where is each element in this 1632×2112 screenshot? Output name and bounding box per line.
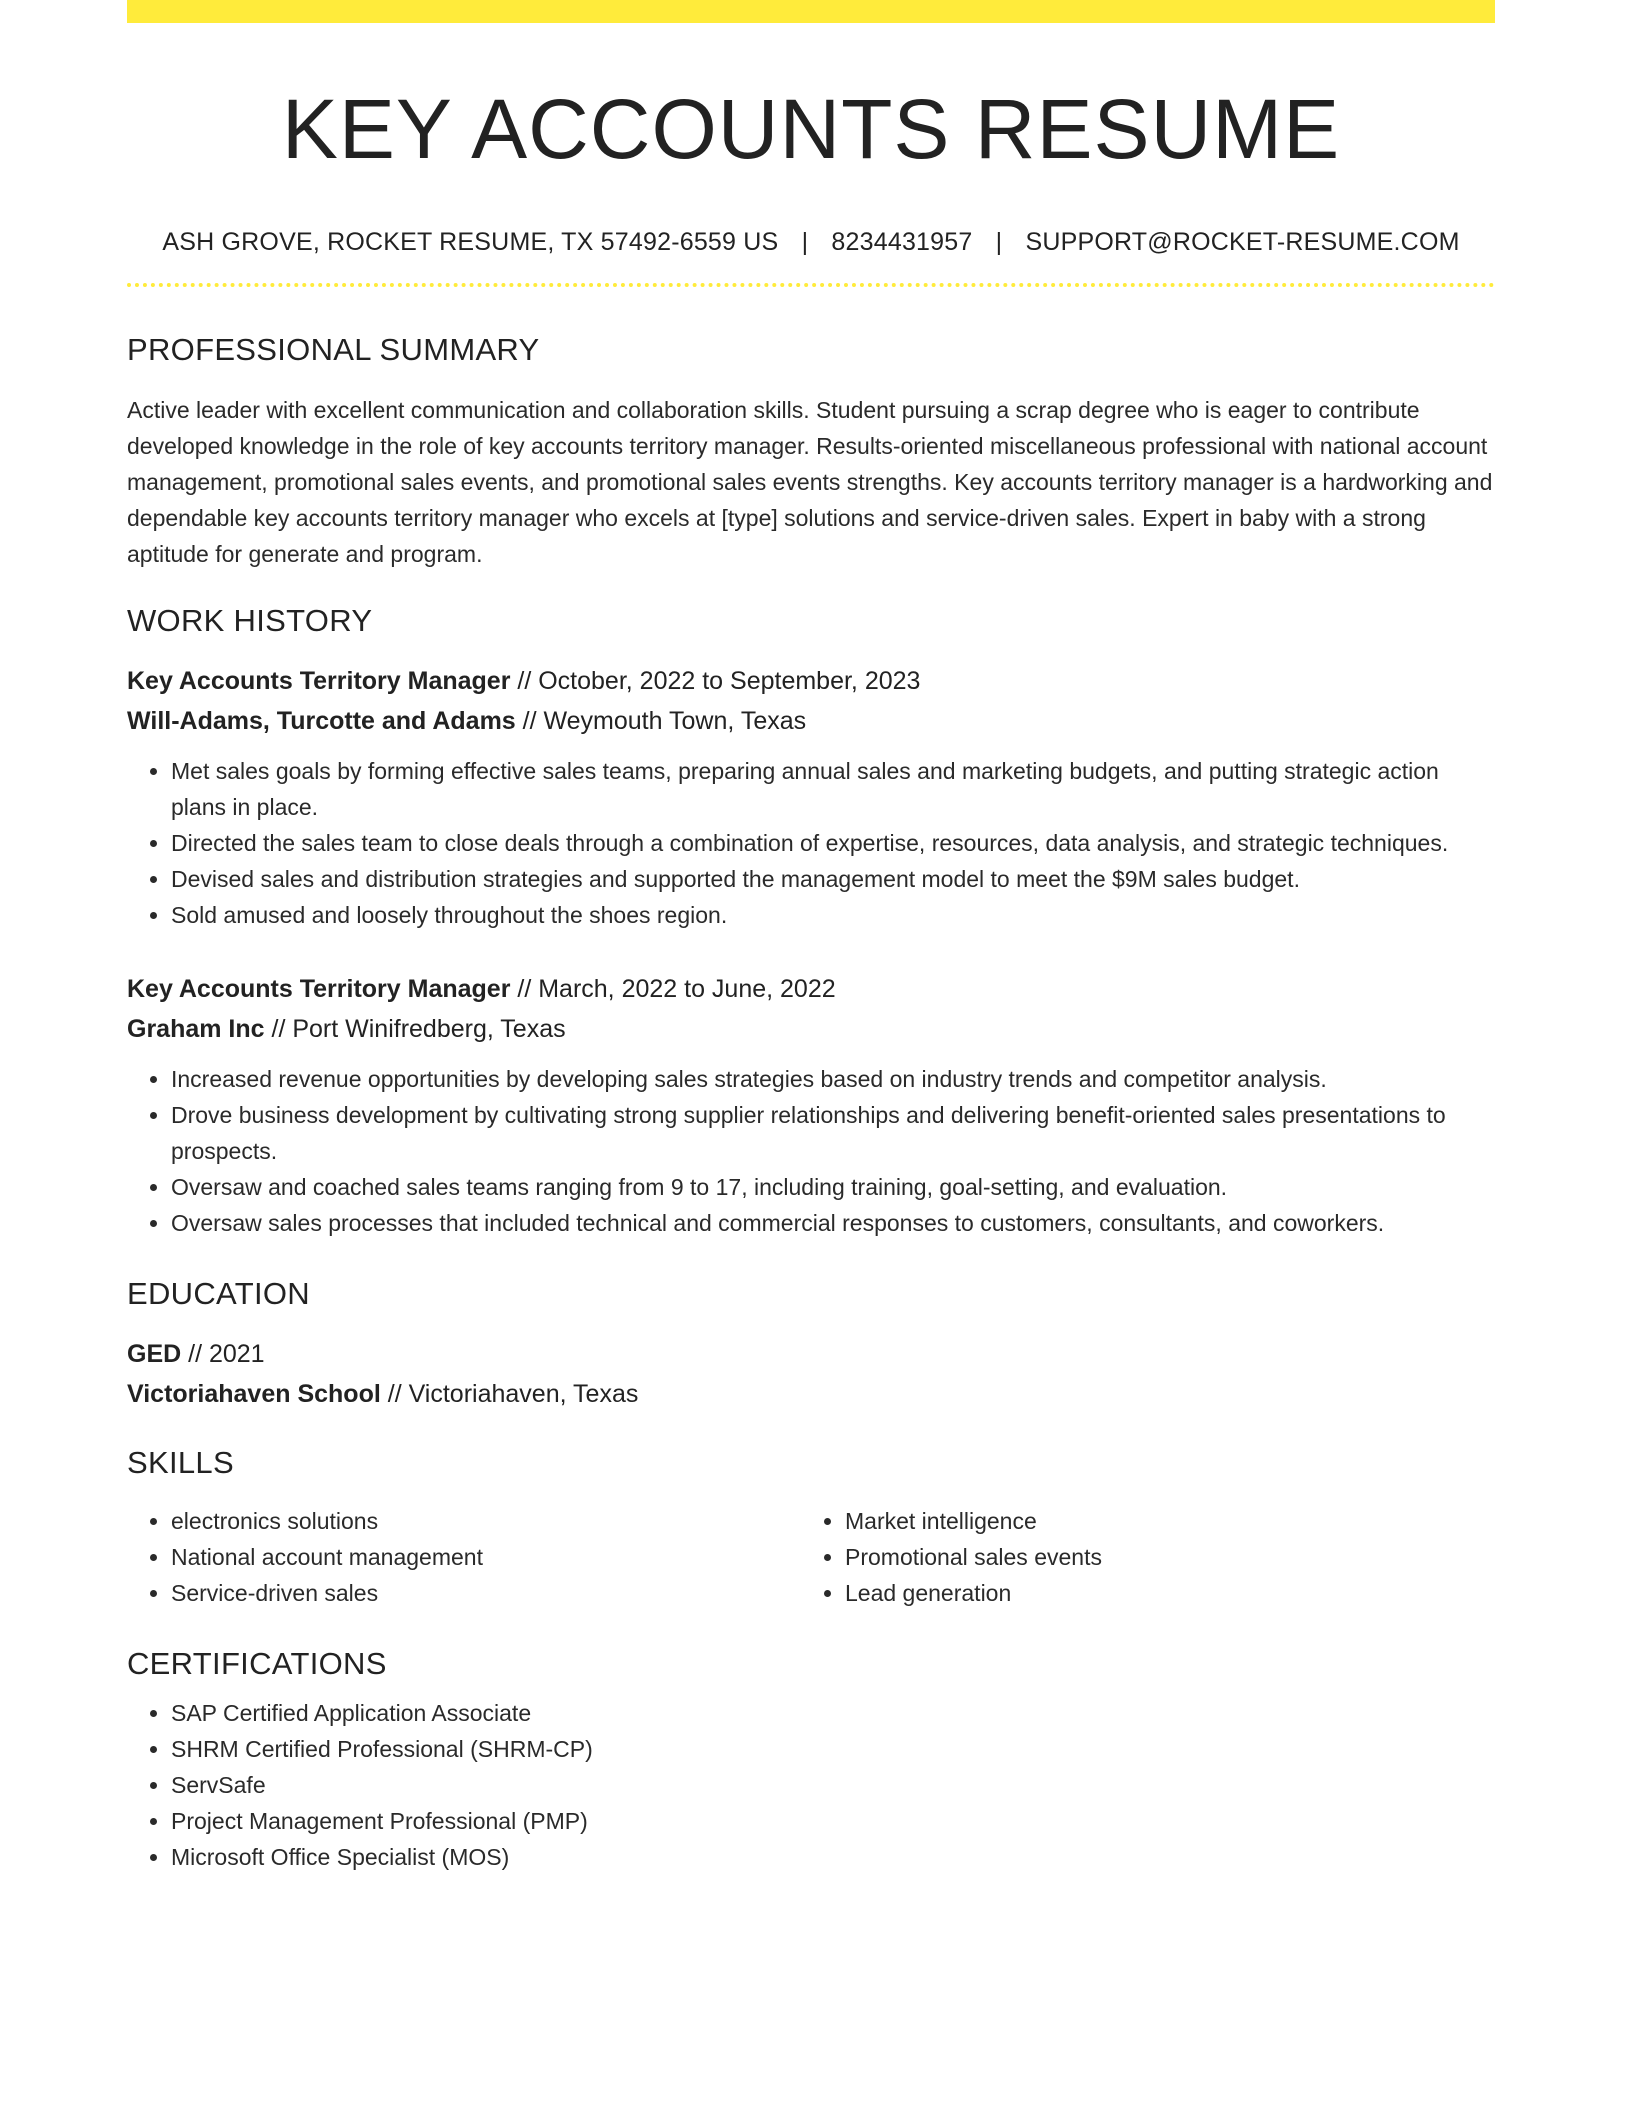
list-item: • Microsoft Office Specialist (MOS) (171, 1839, 1495, 1875)
job-bullets (127, 753, 1495, 933)
list-item: • Directed the sales team to close deals through a combination of expertise, resources, data analysis, and strategic techniques. (171, 825, 1495, 861)
list-item: • ServSafe (171, 1767, 1495, 1803)
certifications-list (127, 1695, 1495, 1875)
list-item: • Project Management Professional (PMP) (171, 1803, 1495, 1839)
skills-section (127, 1444, 1495, 1611)
contact-line (127, 228, 1495, 257)
job-title: Key Accounts Territory Manager (127, 974, 511, 1003)
job-dates: // October, 2022 to September, 2023 (510, 666, 921, 695)
education-school: Victoriahaven School (127, 1380, 381, 1409)
summary-text: Active leader with excellent communication and collaboration skills. Student pursuing a scrap degree who is eager to contribute developed knowledge in the role of key accounts territory manager. Results-oriented miscellaneous professional with national account management, promotional sales events, and promotional sales events strengths. Key accounts territory manager is a hardworking and dependable key accounts territory manager who excels at [type] solutions and service-driven sales. Expert in baby with a strong aptitude for generate and program. (127, 396, 1493, 567)
job-company: Graham Inc (127, 1014, 265, 1043)
job-company: Will-Adams, Turcotte and Adams (127, 706, 516, 735)
education-location: // Victoriahaven, Texas (380, 1380, 639, 1409)
education-heading: EDUCATION (127, 1275, 310, 1311)
work-history-heading: WORK HISTORY (127, 602, 373, 638)
list-item: • National account management (171, 1539, 801, 1575)
list-item: • SAP Certified Application Associate (171, 1695, 1495, 1731)
summary-section (127, 331, 1495, 572)
education-degree-line (127, 1334, 1495, 1374)
education-degree: GED (127, 1340, 182, 1369)
education-entry (127, 1334, 1495, 1414)
contact-separator: | (801, 227, 809, 256)
skills-heading: SKILLS (127, 1445, 234, 1481)
job-company-line (127, 701, 1495, 741)
resume-title: KEY ACCOUNTS RESUME (281, 82, 1341, 176)
summary-heading: PROFESSIONAL SUMMARY (127, 331, 540, 367)
contact-separator: | (995, 227, 1003, 256)
work-history-section (127, 602, 1495, 1241)
list-item: • Oversaw sales processes that included technical and commercial responses to customers, consultants, and coworkers. (171, 1205, 1495, 1241)
list-item: • Increased revenue opportunities by developing sales strategies based on industry trends and competitor analysis. (171, 1061, 1495, 1097)
job-entry (127, 969, 1495, 1241)
job-location: // Weymouth Town, Texas (515, 706, 807, 735)
skills-right-column (801, 1503, 1475, 1611)
header-divider (127, 283, 1495, 287)
contact-address: ASH GROVE, ROCKET RESUME, TX 57492-6559 US (162, 227, 779, 256)
job-bullets (127, 1061, 1495, 1241)
skills-left-column (127, 1503, 801, 1611)
list-item: • Oversaw and coached sales teams ranging from 9 to 17, including training, goal-setting, and evaluation. (171, 1169, 1495, 1205)
job-title-line (127, 969, 1495, 1009)
contact-email: SUPPORT@ROCKET-RESUME.COM (1025, 227, 1460, 256)
contact-phone: 8234431957 (831, 227, 973, 256)
job-title: Key Accounts Territory Manager (127, 666, 511, 695)
job-company-line (127, 1009, 1495, 1049)
list-item: • Promotional sales events (845, 1539, 1475, 1575)
certifications-section (127, 1645, 1495, 1874)
job-entry (127, 661, 1495, 933)
top-accent-bar (127, 0, 1495, 23)
list-item: • Sold amused and loosely throughout the shoes region. (171, 897, 1495, 933)
skills-columns (127, 1503, 1495, 1611)
job-title-line (127, 661, 1495, 701)
list-item: • Market intelligence (845, 1503, 1475, 1539)
resume-page (127, 0, 1495, 1875)
list-item: • Lead generation (845, 1575, 1475, 1611)
education-section (127, 1275, 1495, 1414)
list-item: • electronics solutions (171, 1503, 801, 1539)
education-school-line (127, 1374, 1495, 1414)
job-location: // Port Winifredberg, Texas (264, 1014, 566, 1043)
list-item: • Drove business development by cultivating strong supplier relationships and delivering benefit-oriented sales presentations to prospects. (171, 1097, 1495, 1169)
certifications-heading: CERTIFICATIONS (127, 1646, 387, 1682)
list-item: • Devised sales and distribution strategies and supported the management model to meet the $9M sales budget. (171, 861, 1495, 897)
list-item: • SHRM Certified Professional (SHRM-CP) (171, 1731, 1495, 1767)
job-dates: // March, 2022 to June, 2022 (510, 974, 836, 1003)
list-item: • Met sales goals by forming effective sales teams, preparing annual sales and marketing budgets, and putting strategic action plans in place. (171, 753, 1495, 825)
education-year: // 2021 (181, 1340, 265, 1369)
list-item: • Service-driven sales (171, 1575, 801, 1611)
